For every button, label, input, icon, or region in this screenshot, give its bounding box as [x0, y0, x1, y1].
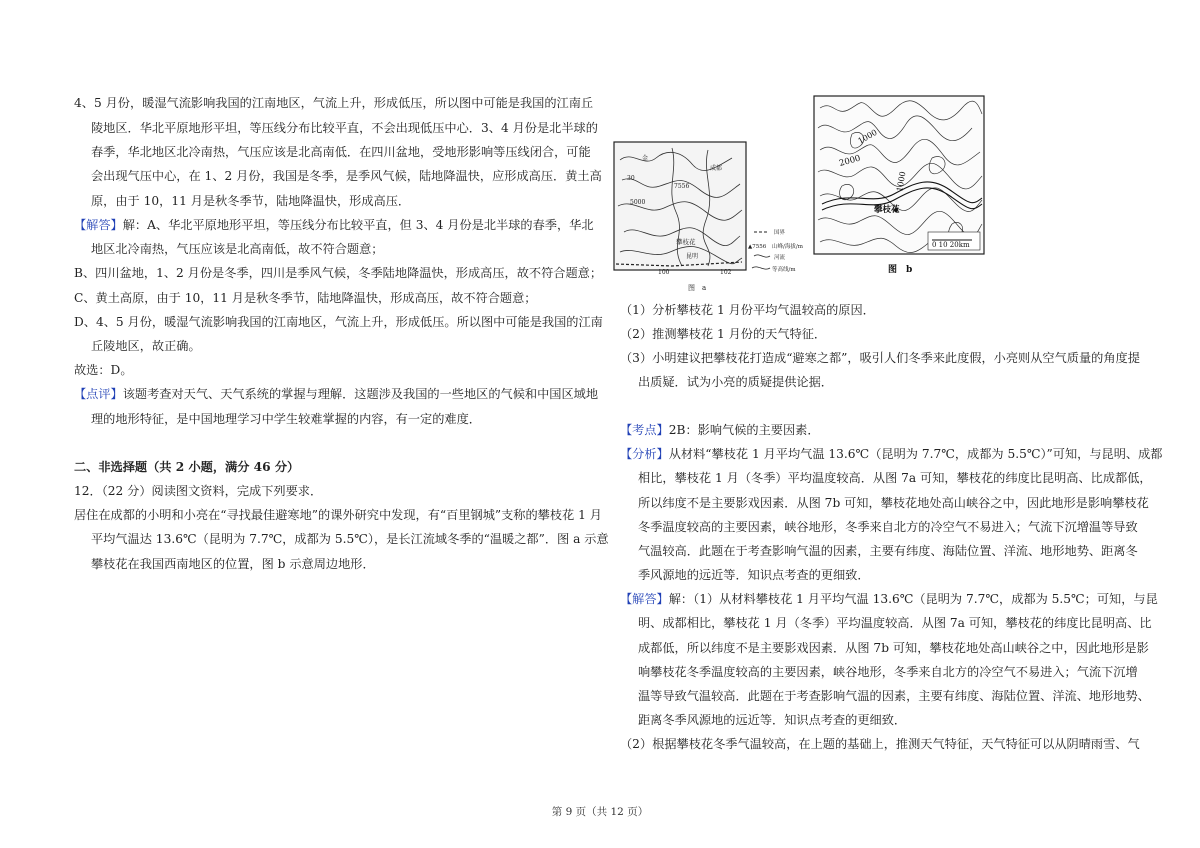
map-b-contour-label: 1000 — [856, 127, 879, 146]
intro-line: 4、5 月份，暖湿气流影响我国的江南地区，气流上升，形成低压，所以图中可能是我国的江南丘 — [74, 96, 594, 110]
question-line: （1）分析攀枝花 1 月份平均气温较高的原因． — [620, 303, 875, 317]
answer-line: 解：A、华北平原地形平坦，等压线分布比较平直，但 3、4 月份是北半球的春季，华北 — [122, 218, 594, 232]
answer-line: B、四川盆地，1、2 月份是冬季，四川是季风气候，冬季陆地降温快，形成高压，故不符合题意； — [74, 266, 603, 280]
question-line: 出质疑．试为小亮的质疑提供论据． — [638, 375, 833, 389]
map-a-elev: 7556 — [674, 183, 690, 190]
map-a-elev: 30 — [627, 175, 635, 182]
map-b-contour-label: 2000 — [838, 153, 862, 169]
map-b — [812, 94, 988, 278]
analysis-line: 气温较高．此题在于考查影响气温的因素，主要有纬度、海陆位置、洋流、地形地势、距离冬 — [638, 544, 1138, 558]
page-footer: 第 9 页（共 12 页） — [551, 806, 649, 818]
question-line: （3）小明建议把攀枝花打造成“避寒之都”，吸引人们冬季来此度假，小亮则从空气质量的角度提 — [620, 351, 1140, 365]
analysis-tag: 【分析】 — [620, 447, 669, 461]
answer-line-right: （2）根据攀枝花冬季气温较高，在上题的基础上，推测天气特征，天气特征可以从阴晴雨雪、气 — [620, 737, 1140, 751]
analysis-line: 从材料“攀枝花 1 月平均气温 13.6℃（昆明为 7.7℃，成都为 5.5℃）”可知，与昆明、成都 — [668, 447, 1163, 461]
point-text: 2B：影响气候的主要因素． — [668, 423, 820, 437]
q12-line: 居住在成都的小明和小亮在“寻找最佳避寒地”的课外研究中发现，有“百里钢城”支称的攀枝花 1 月 — [74, 508, 602, 522]
question-line: （2）推测攀枝花 1 月份的天气特征． — [620, 327, 827, 341]
analysis-block — [620, 445, 1162, 462]
map-a-elev: 100 — [658, 269, 670, 276]
answer-line: C、黄土高原，由于 10，11 月是秋冬季节，陆地降温快，形成高压，故不符合题意； — [74, 291, 537, 305]
answer-tag: 【解答】 — [74, 218, 123, 232]
answer-block-right — [620, 590, 1158, 607]
analysis-line: 相比，攀枝花 1 月（冬季）平均温度较高．从图 7a 可知，攀枝花的纬度比昆明高、比成都低， — [638, 471, 1152, 485]
map-a-label-chengdu: 成都 — [710, 165, 723, 172]
legend-peak-symbol: ▲7556 — [748, 244, 767, 250]
point-block — [620, 421, 820, 438]
map-a-label-kunming: 昆明 — [686, 253, 699, 260]
answer-line-right: 明、成都相比，攀枝花 1 月（冬季）平均温度较高．从图 7a 可知，攀枝花的纬度比昆明高、比 — [638, 616, 1152, 630]
map-a-label-jin: 金 — [642, 155, 649, 162]
section-title: 二、非选择题（共 2 小题，满分 46 分） — [74, 460, 300, 474]
legend-river: 河流 — [774, 255, 786, 261]
analysis-line: 所以纬度不是主要影戏因素．从图 7b 可知，攀枝花地处高山峡谷之中，因此地形是影响攀枝花 — [638, 496, 1149, 510]
map-b-label-panzhihua: 攀枝花 — [874, 205, 900, 215]
map-a-label-panzhihua: 攀枝花 — [676, 238, 696, 246]
answer-line: 丘陵地区，故正确。 — [91, 339, 201, 353]
comment-line: 理的地形特征，是中国地理学习中学生较难掌握的内容，有一定的难度． — [91, 412, 481, 426]
answer-line-right: 响攀枝花冬季温度较高的主要因素，峡谷地形，冬季来自北方的冷空气不易进入；气流下沉增 — [638, 665, 1138, 679]
comment-line: 该题考查对天气、天气系统的掌握与理解．这题涉及我国的一些地区的气候和中国区域地 — [122, 387, 599, 401]
q12-line: 攀枝花在我国西南地区的位置，图 b 示意周边地形． — [91, 557, 375, 571]
legend-contour: 等高线/m — [772, 267, 796, 273]
point-tag: 【考点】 — [620, 423, 669, 437]
answer-line: 地区北冷南热，气压应该是北高南低，故不符合题意； — [91, 242, 384, 256]
map-a — [612, 140, 812, 292]
intro-line: 会出现气压中心，在 1、2 月份，我国是冬季，是季风气候，陆地降温快，应形成高压．黄土高 — [91, 169, 602, 183]
map-a-elev: 102 — [720, 269, 732, 276]
comment-tag: 【点评】 — [74, 387, 123, 401]
answer-line-right: 成都低，所以纬度不是主要影戏因素．从图 7b 可知，攀枝花地处高山峡谷之中，因此地形是影 — [638, 641, 1149, 655]
answer-line-right: 解：（1）从材料攀枝花 1 月平均气温 13.6℃（昆明为 7.7℃，成都为 5.5℃；可知，与昆 — [668, 592, 1158, 606]
legend-border: 国界 — [774, 230, 786, 236]
q12-line: 平均气温达 13.6℃（昆明为 7.7℃，成都为 5.5℃），是长江流域冬季的“温暖之都”．图 a 示意 — [91, 532, 609, 546]
answer-block — [74, 216, 594, 233]
answer-line: D、4、5 月份，暖湿气流影响我国的江南地区，气流上升，形成低压。所以图中可能是我国的江南 — [74, 315, 603, 329]
intro-line: 春季，华北地区北冷南热，气压应该是北高南低．在四川盆地，受地形影响等压线闭合，可能 — [91, 145, 591, 159]
map-a-caption: 图 a — [688, 284, 707, 292]
map-b-contour-label: 1000 — [895, 170, 908, 193]
answer-line-right: 温等导致气温较高．此题在于考查影响气温的因素，主要有纬度、海陆位置、洋流、地形地势、 — [638, 689, 1150, 703]
analysis-line: 季风源地的远近等．知识点考查的更细致． — [638, 568, 870, 582]
answer-tag-right: 【解答】 — [620, 592, 669, 606]
intro-line: 原，由于 10，11 月是秋冬季节，陆地降温快，形成高压． — [91, 194, 411, 208]
intro-line: 陵地区．华北平原地形平坦，等压线分布比较平直，不会出现低压中心．3、4 月份是北半球的 — [91, 121, 598, 135]
answer-line-right: 距离冬季风源地的远近等．知识点考查的更细致． — [638, 713, 907, 727]
map-b-scale: 0 10 20km — [932, 241, 970, 249]
q12-line: 12．（22 分）阅读图文资料，完成下列要求． — [74, 484, 323, 498]
analysis-line: 冬季温度较高的主要因素，峡谷地形，冬季来自北方的冷空气不易进入；气流下沉增温等导致 — [638, 520, 1138, 534]
comment-block — [74, 385, 598, 402]
answer-choice: 故选：D。 — [74, 363, 133, 377]
map-a-elev: 5000 — [630, 199, 646, 206]
map-b-caption: 图 b — [888, 265, 913, 275]
legend-peak: 山峰/海拔/m — [772, 244, 803, 250]
